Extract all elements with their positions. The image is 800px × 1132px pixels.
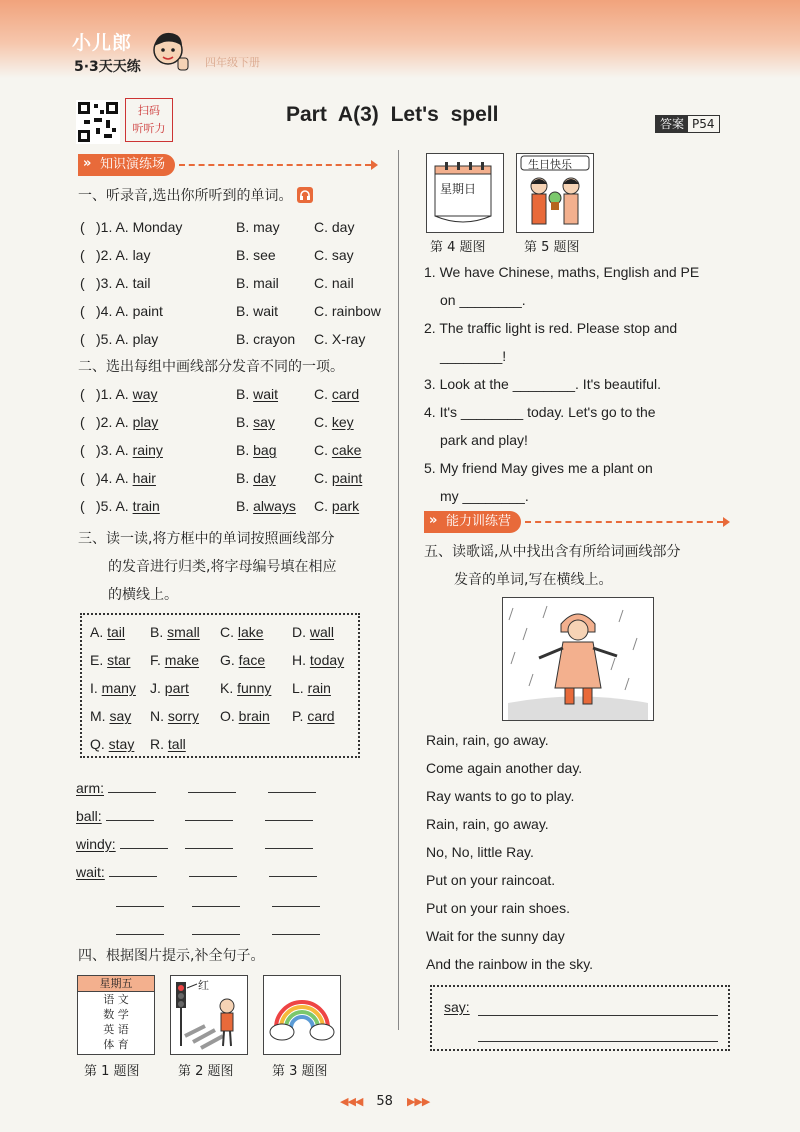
q1-options [80,213,381,353]
category-wait: wait: [76,862,317,880]
rain-girl-picture [502,597,654,721]
rainbow-picture [263,975,341,1055]
q1-row: ( )4. A. paint B. wait C. rainbow [80,303,381,319]
word-item: H. today [292,652,345,668]
word-box [80,613,360,758]
word-grid [90,618,350,758]
poem-line: Put on your rain shoes. [426,900,570,916]
q2-row: ( )2. A. play B. say C. key [80,414,354,430]
poem-line: Rain, rain, go away. [426,732,549,748]
word-item: C. lake [220,624,264,640]
q2-row: ( )5. A. train B. always C. park [80,498,360,514]
q5-title: 五、读歌谣,从中找出含有所给词画线部分 发音的单词,写在横线上。 [424,544,681,588]
word-item: O. brain [220,708,270,724]
poem-line: Put on your raincoat. [426,872,556,888]
q1-row: ( )1. A. Monday B. may C. day [80,219,355,235]
q2-options [80,380,362,520]
section-banner-ability: » 能力训练营 [424,511,730,533]
category-wait-extra [116,892,320,911]
poem-line: Come again another day. [426,760,583,776]
word-item: J. part [150,680,189,696]
caption-3: 第 3 题图 [272,1064,328,1079]
q2-row: ( )3. A. rainy B. bag C. cake [80,442,362,458]
caption-4: 第 4 题图 [430,240,486,255]
mascot-icon [148,28,192,74]
birthday-text: 生日快乐 [528,158,572,171]
grade-label: 四年级下册 [205,56,260,69]
poem-line: Rain, rain, go away. [426,816,549,832]
page-number: 58 [376,1094,393,1109]
word-item: K. funny [220,680,272,696]
word-item: P. card [292,708,335,724]
word-item: D. wall [292,624,335,640]
word-item: A. tail [90,624,126,640]
word-item: B. small [150,624,200,640]
q1-title: 一、听录音,选出你所听到的单词。 [78,185,313,205]
word-item: M. say [90,708,132,724]
q1-row: ( )2. A. lay B. see C. say [80,247,354,263]
page-title: Part A(3) Let's spell [286,103,499,126]
qr-code-icon[interactable] [76,100,120,144]
word-item: I. many [90,680,136,696]
category-windy: windy: [76,834,313,852]
column-divider [398,150,399,1030]
word-item: N. sorry [150,708,200,724]
audio-icon[interactable] [297,187,313,203]
timetable-picture: 星期五 语 文 数 学 英 语 体 育 [77,975,155,1055]
fill-sentences: 1. We have Chinese, maths, English and PE on ________. 2. The traffic light is red. Please stop and ________! 3. Look at the ________. It's beautiful. 4. It's ________ today. Let's go to the park and play! 5. My friend May gives me a plant on my ________. [424,264,700,504]
word-item: F. make [150,652,200,668]
word-item: E. star [90,652,131,668]
traffic-light-picture [170,975,248,1055]
caption-5: 第 5 题图 [524,240,580,255]
word-item: Q. stay [90,736,135,752]
word-item: G. face [220,652,266,668]
answer-line[interactable] [478,1015,718,1016]
scan-listen-stamp: 扫码 听听力 [125,98,173,142]
calendar-text: 星期日 [440,182,477,196]
red-light-label: 红 [198,979,209,992]
q3-title: 三、读一读,将方框中的单词按照画线部分 的发音进行归类,将字母编号填在相应 的横线上。 [78,531,337,603]
q1-row: ( )3. A. tail B. mail C. nail [80,275,354,291]
brand-subtitle: 5·3天天练 [74,59,141,75]
category-arm: arm: [76,778,316,796]
caption-2: 第 2 题图 [178,1064,234,1079]
poem-line: Wait for the sunny day [426,928,565,944]
poem-line: Ray wants to go to play. [426,788,575,804]
page-footer: ◀◀◀ 58 ▶▶▶ [340,1094,430,1109]
category-ball: ball: [76,806,313,824]
q2-row: ( )4. A. hair B. day C. paint [80,470,363,486]
word-item: L. rain [292,680,331,696]
rhyme-poem [426,726,593,978]
answer-line[interactable] [478,1041,718,1042]
answer-box-say: say: [430,985,730,1051]
answer-ref: 答案 P54 [655,115,720,133]
q1-row: ( )5. A. play B. crayon C. X-ray [80,331,366,347]
category-wait-extra2 [116,920,320,939]
q2-title: 二、选出每组中画线部分发音不同的一项。 [78,359,344,375]
brand-logo: 小儿郎 [72,32,133,54]
section-banner-practice: » 知识演练场 [78,154,378,176]
poem-line: No, No, little Ray. [426,844,534,860]
q2-row: ( )1. A. way B. wait C. card [80,386,360,402]
word-item: R. tall [150,736,186,752]
caption-1: 第 1 题图 [84,1064,140,1079]
poem-line: And the rainbow in the sky. [426,956,594,972]
q4-title: 四、根据图片提示,补全句子。 [78,948,265,964]
